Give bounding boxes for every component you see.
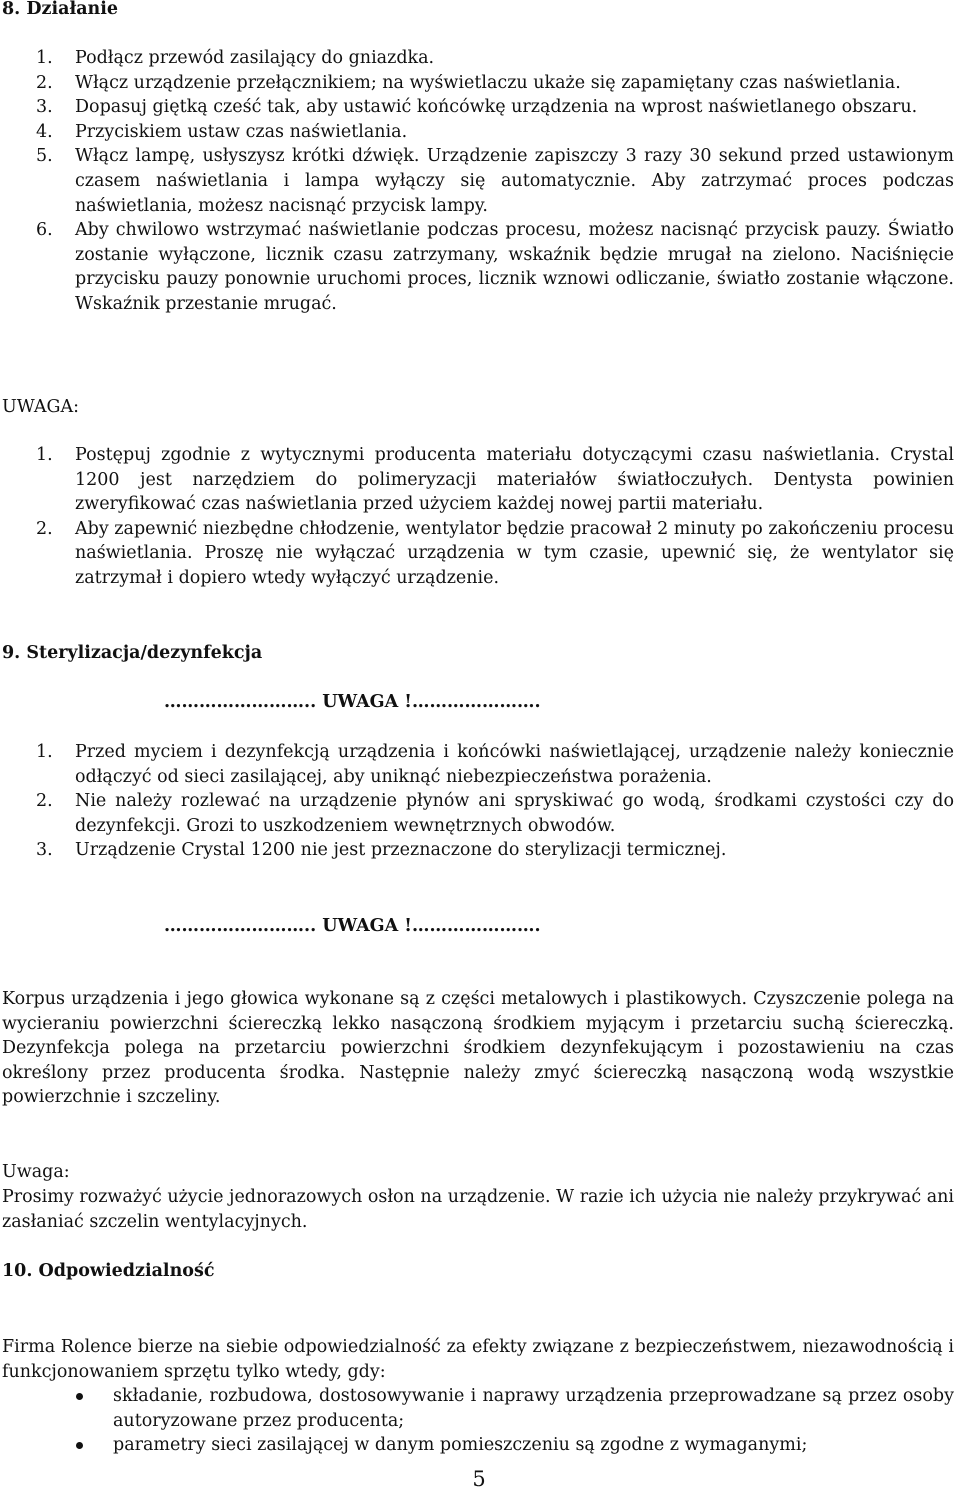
list-item: 1. Podłącz przewód zasilający do gniazdka. [36, 48, 435, 68]
section-8-notes [0, 443, 958, 591]
warning-banner-2: …………………….. UWAGA !…………………. [164, 916, 541, 936]
list-item: składanie, rozbudowa, dostosowywanie i naprawy urządzenia przeprowadzane są przez osoby autoryzowane przez producenta; [0, 1384, 958, 1433]
section-9-warnings [0, 740, 958, 863]
section-8-steps [0, 46, 958, 317]
section-8-heading: 8. Działanie [2, 0, 119, 19]
remark-paragraph: Prosimy rozważyć użycie jednorazowych osłon na urządzenie. W razie ich użycia nie należy przykrywać ani zasłaniać szczelin wentylacyjnych. [2, 1187, 954, 1232]
note-label: UWAGA: [2, 397, 80, 417]
list-item: 2. Włącz urządzenie przełącznikiem; na wyświetlaczu ukaże się zapamiętany czas naświetlania. [36, 72, 901, 93]
cleaning-paragraph: Korpus urządzenia i jego głowica wykonane są z części metalowych i plastikowych. Czyszczenie polega na wycieraniu powierzchni ściereczką lekko nasączoną środkiem myjącym i przetarciu suchą ściereczką. Dezynfekcja polega na przetarciu powierzchni środkiem dezynfekującym i pozostawieniu na czas określony przez producenta środka. Następnie należy zmyć ściereczką nasączoną wodą wszystkie powierzchnie i szczeliny. [2, 989, 954, 1108]
responsibility-intro: Firma Rolence bierze na siebie odpowiedzialność za efekty związane z bezpieczeństwem, niezawodnością i funkcjonowaniem sprzętu tylko wtedy, gdy: [2, 1337, 954, 1382]
bullet-icon [76, 1393, 83, 1400]
list-item: 5. Włącz lampę, usłyszysz krótki dźwięk. Urządzenie zapiszczy 3 razy 30 sekund przed ustawionym czasem naświetlania i lampa wyłączy się automatycznie. Aby zatrzymać proces podczas naświetlania, możesz nacisnąć przycisk lampy. [36, 146, 954, 216]
list-item: 1. Przed myciem i dezynfekcją urządzenia i końcówki naświetlającej, urządzenie należy koniecznie odłączyć od sieci zasilającej, aby uniknąć niebezpieczeństwa porażenia. [36, 742, 954, 787]
list-item: parametry sieci zasilającej w danym pomieszczeniu są zgodne z wymaganymi; [0, 1433, 958, 1458]
list-item: 6. Aby chwilowo wstrzymać naświetlanie podczas procesu, możesz nacisnąć przycisk pauzy. Światło zostanie wyłączone, licznik czasu zatrzymany, wskaźnik będzie mrugał na zielono. Naciśnięcie przycisku pauzy ponownie uruchomi proces, licznik wznowi odliczanie, światło zostanie włączone. Wskaźnik przestanie mrugać. [36, 220, 954, 314]
section-10-heading: 10. Odpowiedzialność [2, 1261, 215, 1281]
responsibility-conditions [0, 1384, 958, 1458]
list-item: 1. Postępuj zgodnie z wytycznymi producenta materiału dotyczącymi czasu naświetlania. Crystal 1200 jest narzędziem do polimeryzacji materiałów światłoczułych. Dentysta powinien zweryfikować czas naświetlania przed użyciem każdej nowej partii materiału. [36, 445, 954, 515]
warning-banner: …………………….. UWAGA !…………………. [164, 692, 541, 712]
list-item: 2. Nie należy rozlewać na urządzenie płynów ani spryskiwać go wodą, środkami czystości czy do dezynfekcji. Grozi to uszkodzeniem wewnętrznych obwodów. [36, 791, 954, 836]
section-9-heading: 9. Sterylizacja/dezynfekcja [2, 643, 263, 663]
list-item: 3. Dopasuj giętką cześć tak, aby ustawić końcówkę urządzenia na wprost naświetlanego obszaru. [36, 97, 918, 118]
list-item: 4. Przyciskiem ustaw czas naświetlania. [36, 121, 408, 142]
list-item: 2. Aby zapewnić niezbędne chłodzenie, wentylator będzie pracował 2 minuty po zakończeniu procesu naświetlania. Proszę nie wyłączać urządzenia w tym czasie, upewnić się, że wentylator się zatrzymał i dopiero wtedy wyłączyć urządzenie. [36, 518, 954, 588]
list-item: 3. Urządzenie Crystal 1200 nie jest przeznaczone do sterylizacji termicznej. [36, 840, 727, 861]
remark-label: Uwaga: [2, 1162, 70, 1182]
bullet-icon [76, 1442, 83, 1449]
page-number: 5 [472, 1467, 486, 1491]
